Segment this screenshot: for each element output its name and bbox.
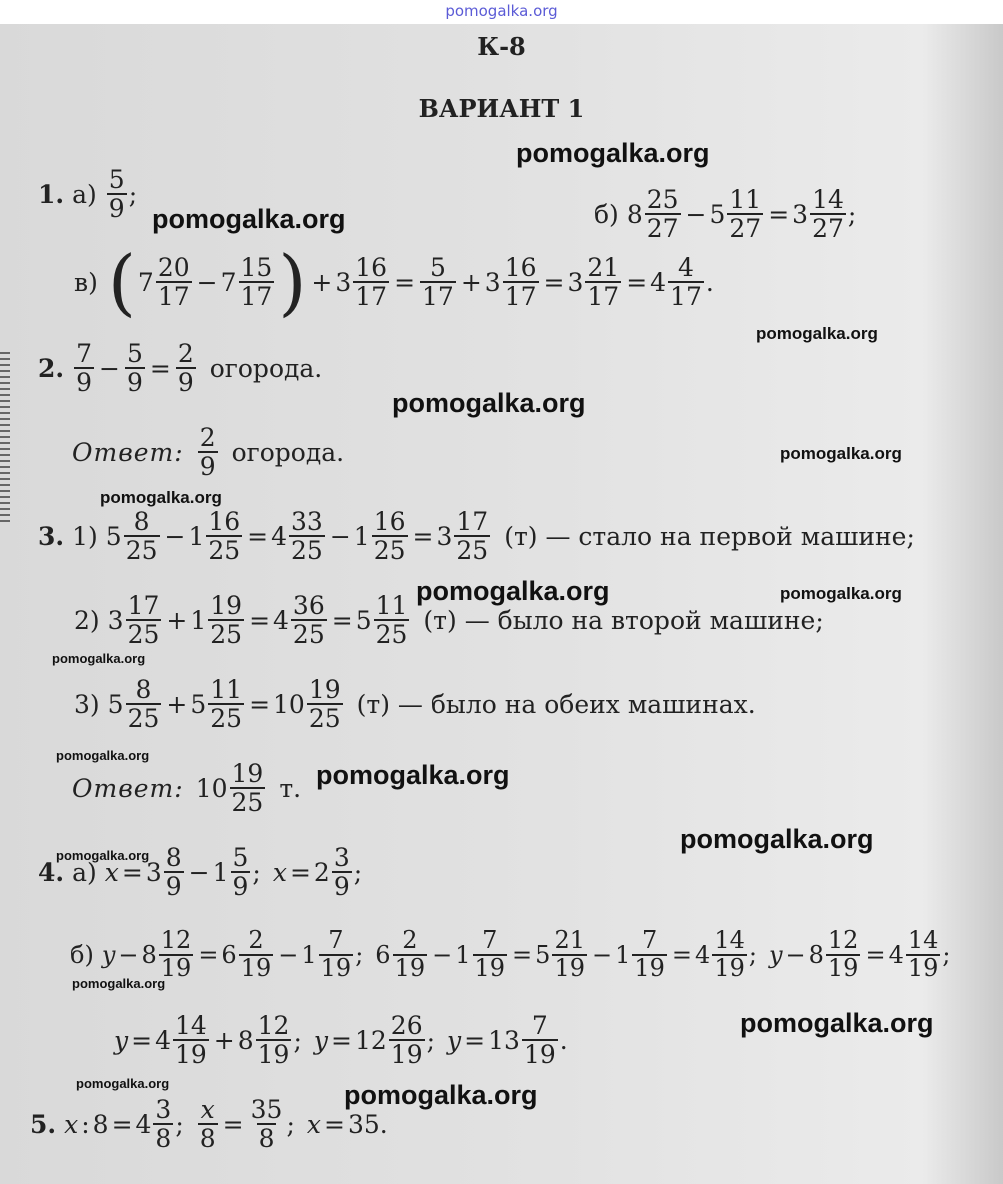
watermark: pomogalka.org	[516, 138, 710, 168]
p2-line: 2. $\frac{7}{9}$ − $\frac{5}{9}$ = $\frac{2}{9}$ огорода.	[38, 339, 323, 397]
watermark: pomogalka.org	[780, 444, 902, 463]
watermark: pomogalka.org	[316, 760, 510, 790]
p4-b-line: б) y − 8 $\frac{12}{19}$ = 6 $\frac{2}{19}$ − 1 $\frac{7}{19}$ ; 6 $\frac{2}{19}$ − 1 $\frac{7}{19}$ = 5 $\frac{21}{19}$ − 1 $\frac{7}{19}$ = 4 $\frac{14}{19}$ ; y − 8 $\frac{12}{19}$ = 4 $\frac{14}{19}$ ;	[70, 926, 951, 982]
watermark: pomogalka.org	[680, 824, 874, 854]
watermark: pomogalka.org	[152, 204, 346, 234]
watermark: pomogalka.org	[344, 1080, 538, 1110]
variant-heading: ВАРИАНТ 1	[418, 94, 585, 123]
watermark: pomogalka.org	[416, 576, 610, 606]
p4-a-line: 4. а) x = 3 $\frac{8}{9}$ − 1 $\frac{5}{9}$ ; x = 2 $\frac{3}{9}$ ;	[38, 843, 363, 901]
page-title: К-8	[477, 32, 526, 61]
p3-step3: 3) 5 $\frac{8}{25}$ + 5 $\frac{11}{25}$ = 10 $\frac{19}{25}$ (т) — было на обеих машинах.	[74, 675, 756, 733]
watermark: pomogalka.org	[72, 976, 166, 991]
watermark: pomogalka.org	[740, 1008, 934, 1038]
watermark: pomogalka.org	[756, 324, 878, 343]
margin-ruler	[0, 352, 10, 522]
paren-close: )	[278, 240, 307, 324]
p5-line: 5. x : 8 = 4 $\frac{3}{8}$ ; $\frac{x}{8}$ = $\frac{35}{8}$ ; x = 35.	[30, 1095, 388, 1153]
fraction: $\frac{5}{9}$	[108, 165, 125, 223]
top-bar	[0, 0, 1003, 24]
p1-b-line: б) 8 $\frac{25}{27}$ − 5 $\frac{11}{27}$ = 3 $\frac{14}{27}$ ;	[594, 185, 857, 243]
watermark: pomogalka.org	[392, 388, 586, 418]
p3-answer: Ответ: 10 $\frac{19}{25}$ т.	[72, 759, 302, 817]
watermark: pomogalka.org	[56, 748, 150, 763]
p2-answer: Ответ: $\frac{2}{9}$ огорода.	[72, 423, 345, 481]
watermark: pomogalka.org	[56, 848, 150, 863]
watermark: pomogalka.org	[52, 651, 146, 666]
p1-a-line: 1. а) $\frac{5}{9}$ ;	[38, 165, 138, 223]
p3-step1: 3. 1) 5 $\frac{8}{25}$ − 1 $\frac{16}{25}$ = 4 $\frac{33}{25}$ − 1 $\frac{16}{25}$ = 3 $\frac{17}{25}$ (т) — стало на первой машине;	[38, 507, 915, 565]
p3-step2: 2) 3 $\frac{17}{25}$ + 1 $\frac{19}{25}$ = 4 $\frac{36}{25}$ = 5 $\frac{11}{25}$ (т) — было на второй машине;	[74, 591, 824, 649]
watermark: pomogalka.org	[100, 488, 222, 507]
p4-c-line: y = 4 $\frac{14}{19}$ + 8 $\frac{12}{19}$ ; y = 12 $\frac{26}{19}$ ; y = 13 $\frac{7}{19}$ .	[114, 1011, 568, 1069]
p1-c-line: в) ( 7 $\frac{20}{17}$ − 7 $\frac{15}{17}$ ) + 3 $\frac{16}{17}$ = $\frac{5}{17}$ + 3 $\frac{16}{17}$ = 3 $\frac{21}{17}$ = 4 $\frac{4}{17}$ .	[74, 240, 714, 324]
watermark: pomogalka.org	[780, 584, 902, 603]
paren-open: (	[107, 240, 136, 324]
site-url-top[interactable]: pomogalka.org	[445, 2, 558, 20]
watermark: pomogalka.org	[76, 1076, 170, 1091]
